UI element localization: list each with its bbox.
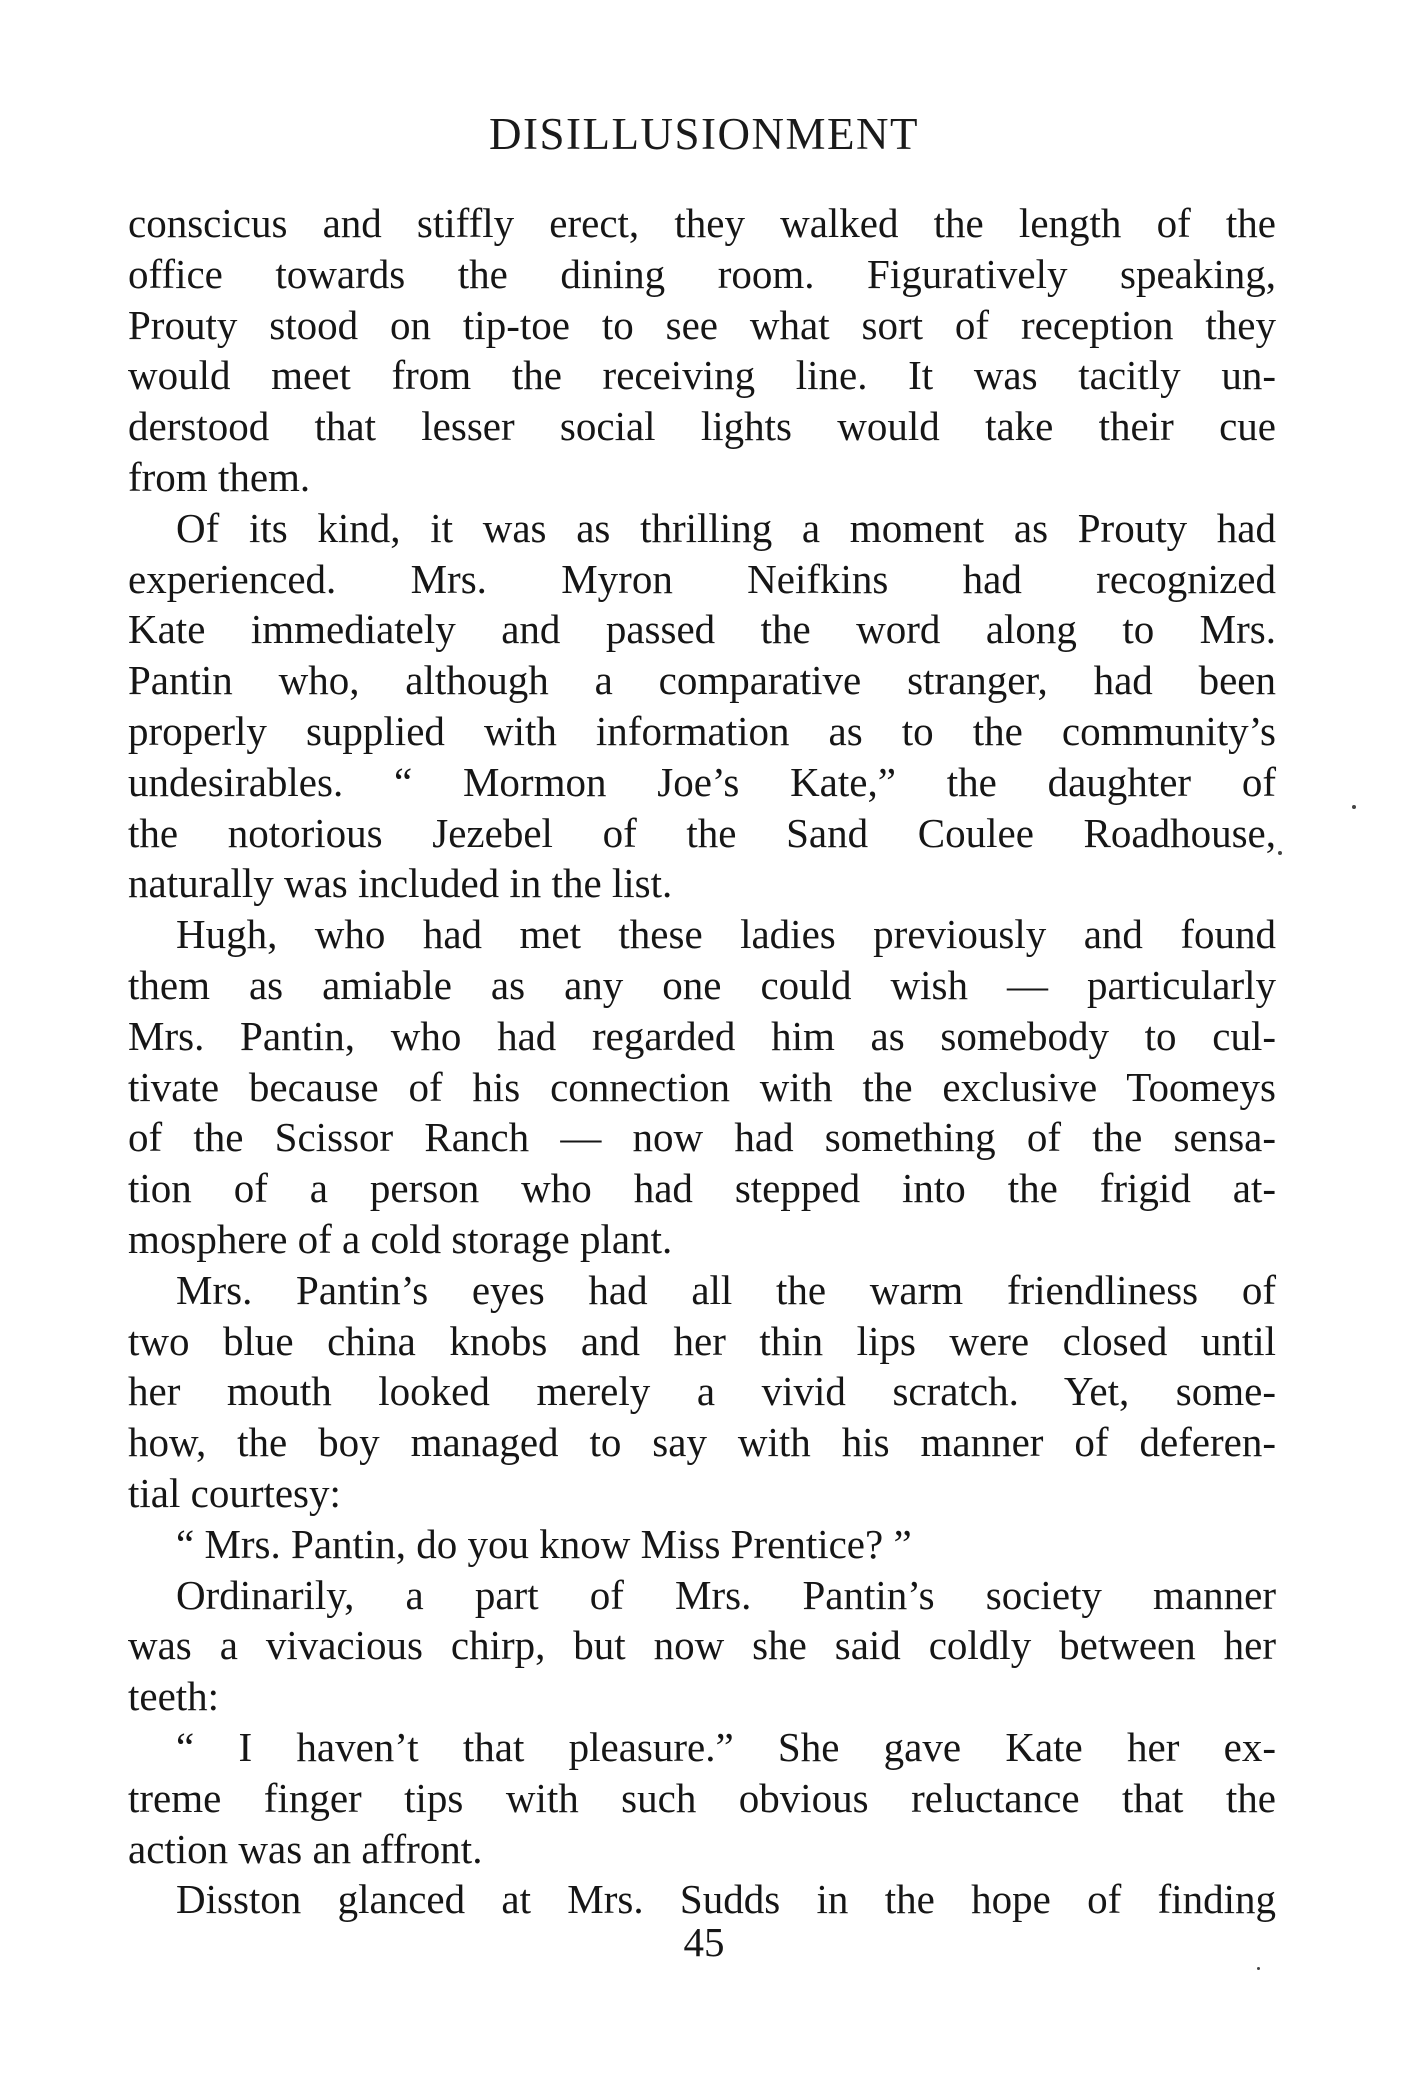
text-line: the notorious Jezebel of the Sand Coulee Roadhouse, [128, 809, 1276, 856]
text-line: office towards the dining room. Figuratively speaking, [128, 250, 1276, 297]
text-line: Kate immediately and passed the word along to Mrs. [128, 606, 1276, 653]
text-line: Hugh, who had met these ladies previously and found [176, 911, 1276, 958]
text-line: conscicus and stiffly erect, they walked the length of the [128, 200, 1276, 246]
text-line: tial courtesy: [128, 1469, 341, 1516]
text-line: treme finger tips with such obvious reluctance that the [128, 1774, 1276, 1821]
text-line: Mrs. Pantin’s eyes had all the warm friendliness of [176, 1266, 1276, 1313]
text-line: of the Scissor Ranch — now had something of the sensa- [128, 1114, 1276, 1161]
text-line: Disston glanced at Mrs. Sudds in the hope of finding [176, 1876, 1276, 1923]
text-line: two blue china knobs and her thin lips were closed until [128, 1317, 1276, 1364]
text-line: action was an affront. [128, 1825, 483, 1872]
text-line: tion of a person who had stepped into the frigid at- [128, 1165, 1276, 1212]
text-line: her mouth looked merely a vivid scratch. Yet, some- [128, 1368, 1276, 1415]
text-line: Ordinarily, a part of Mrs. Pantin’s society manner [176, 1571, 1276, 1618]
text-line: undesirables. “ Mormon Joe’s Kate,” the daughter of [128, 758, 1276, 805]
text-line: derstood that lesser social lights would take their cue [128, 403, 1276, 450]
text-line: Of its kind, it was as thrilling a moment as Prouty had [176, 504, 1276, 551]
text-line: mosphere of a cold storage plant. [128, 1215, 673, 1262]
text-line: Pantin who, although a comparative stranger, had been [128, 657, 1276, 704]
print-speck [1257, 1967, 1260, 1970]
text-line: naturally was included in the list. [128, 860, 673, 907]
running-head: DISILLUSIONMENT [489, 109, 919, 159]
text-line: Mrs. Pantin, who had regarded him as somebody to cul- [128, 1012, 1276, 1059]
text-line: how, the boy managed to say with his manner of deferen- [128, 1419, 1276, 1466]
print-speck [1352, 805, 1356, 809]
text-line: them as amiable as any one could wish — particularly [128, 961, 1276, 1008]
text-line: “ I haven’t that pleasure.” She gave Kate her ex- [176, 1723, 1276, 1770]
print-speck [1278, 851, 1282, 855]
text-line: teeth: [128, 1673, 220, 1720]
text-line: was a vivacious chirp, but now she said coldly between her [128, 1622, 1276, 1669]
text-line: from them. [128, 453, 311, 500]
text-line: properly supplied with information as to the community’s [128, 707, 1276, 754]
body-text [128, 198, 1276, 1925]
text-line: “ Mrs. Pantin, do you know Miss Prentice? ” [176, 1520, 912, 1567]
text-line: would meet from the receiving line. It was tacitly un- [128, 352, 1276, 399]
text-line: Prouty stood on tip-toe to see what sort of reception they [128, 301, 1276, 348]
text-line: tivate because of his connection with the exclusive Toomeys [128, 1063, 1276, 1110]
page-number: 45 [683, 1919, 725, 1965]
text-line: experienced. Mrs. Myron Neifkins had recognized [128, 555, 1276, 602]
